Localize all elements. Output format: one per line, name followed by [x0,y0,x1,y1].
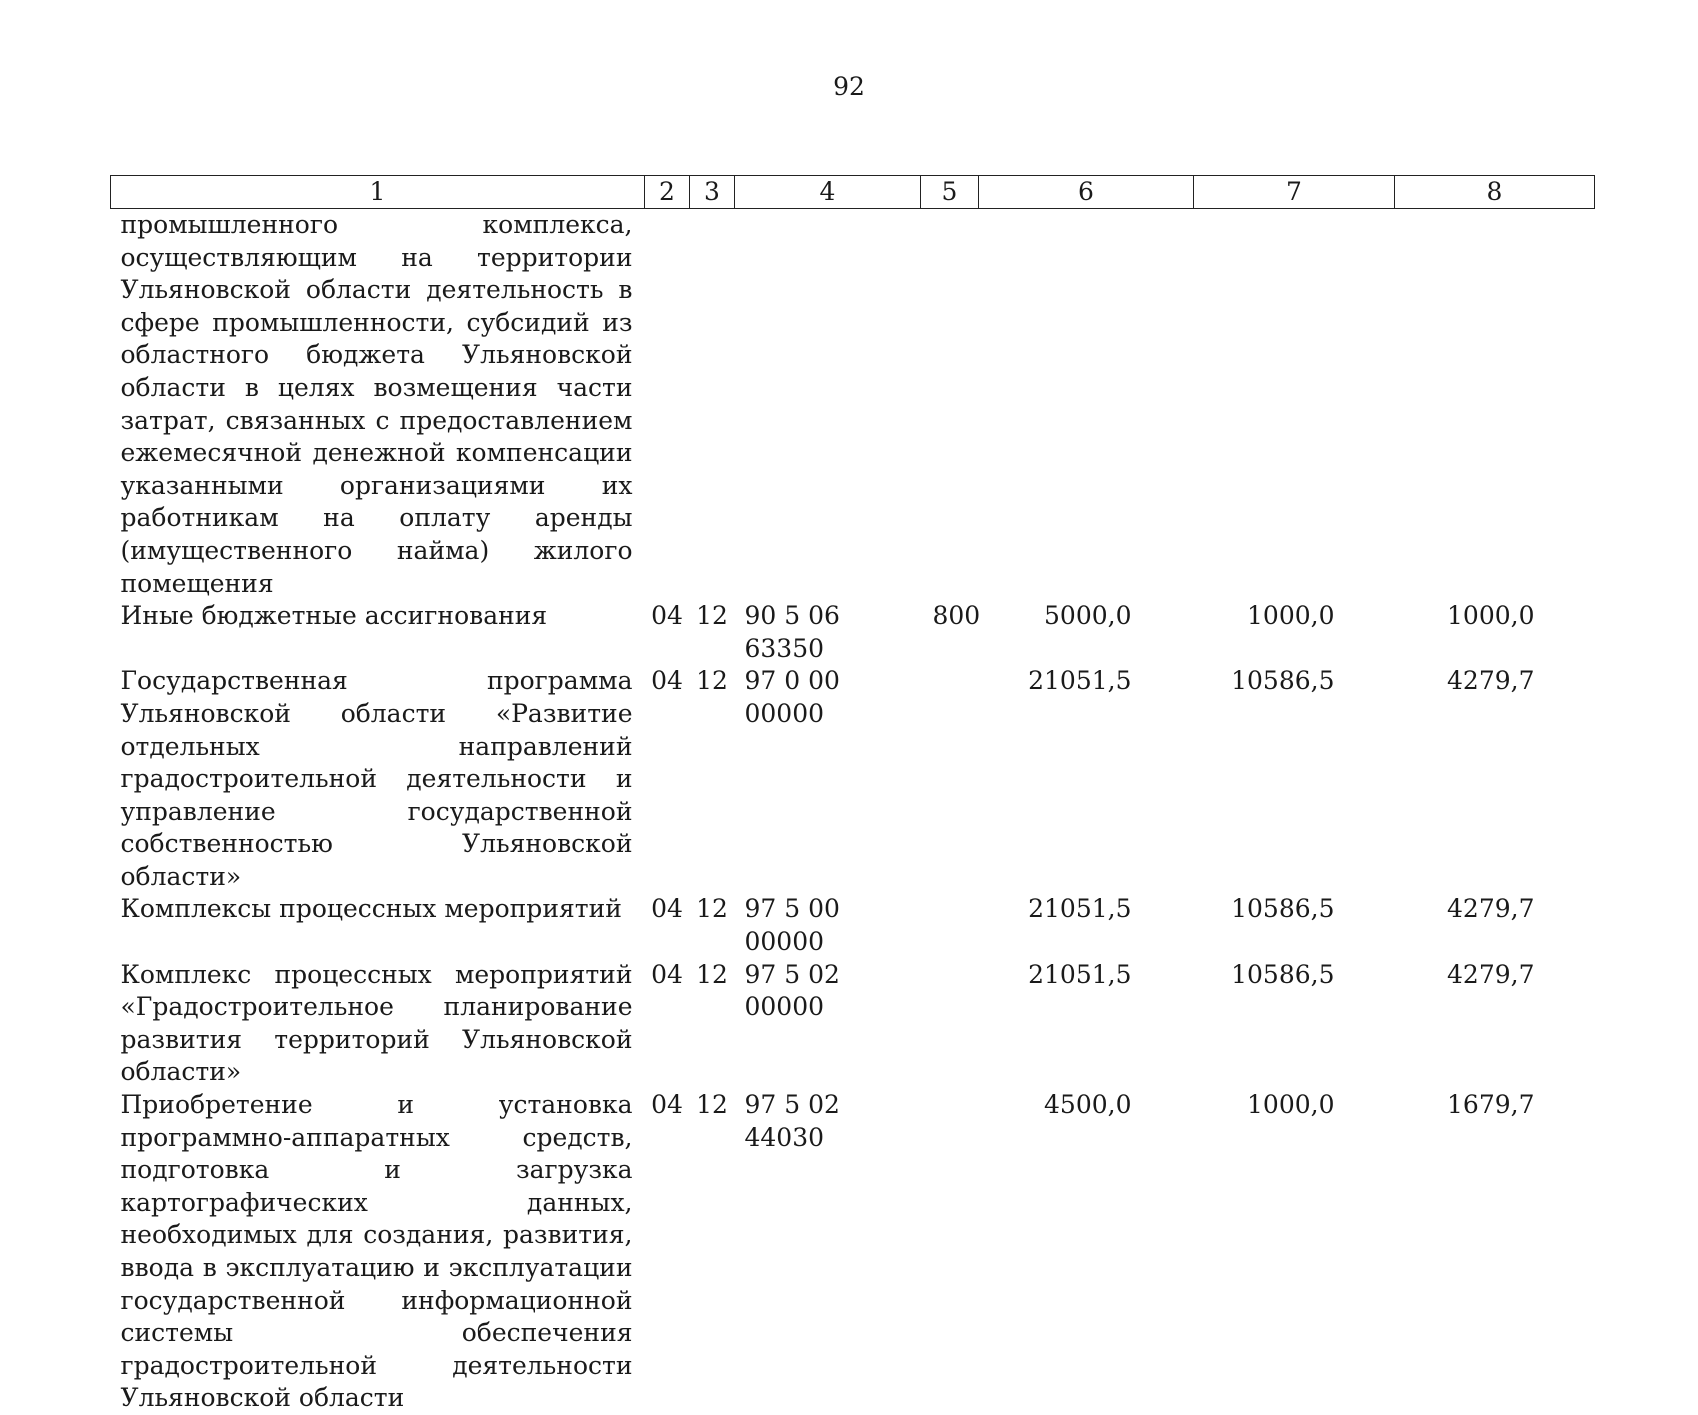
row-subsection: 12 [696,666,728,696]
row-section: 04 [651,959,683,989]
header-col-7: 7 [1194,176,1395,209]
header-col-3: 3 [690,176,735,209]
table-header [111,176,1595,209]
row-amount-8: 4279,7 [1447,959,1535,989]
row-expense-type [921,959,979,1089]
row-description: промышленного комплекса, осуществляющим на территории Ульяновской области деятельность в сфере промышленности, субсидий из областного бюджета Ульяновской области в целях возмещения части затрат, связанных с предоставлением ежемесячной денежной компенсации указанными организациями их работникам на оплату аренды (имущественного найма) жилого помещения [120,210,633,598]
table-row [111,959,1595,1089]
row-amount-6: 21051,5 [1028,959,1132,989]
row-amount-8 [1395,209,1595,601]
row-subsection [690,209,735,601]
row-section [645,209,690,601]
row-description: Иные бюджетные ассигнования [120,601,548,631]
header-col-4: 4 [735,176,921,209]
row-amount-6 [979,209,1194,601]
header-col-6: 6 [979,176,1194,209]
row-amount-7: 1000,0 [1247,1090,1335,1120]
row-subsection: 12 [696,894,728,924]
row-target-code: 90 5 06 63350 [744,601,840,663]
table-row [111,1089,1595,1415]
row-section: 04 [651,894,683,924]
header-row [111,176,1595,209]
row-description: Комплекс процессных мероприятий «Градостроительное планирование развития территорий Ульяновской области» [120,959,633,1087]
row-amount-7: 10586,5 [1231,666,1335,696]
row-amount-7: 10586,5 [1231,959,1335,989]
row-target-code [735,209,921,601]
row-amount-6: 21051,5 [1028,666,1132,696]
table-row [111,893,1595,958]
table-row [111,209,1595,601]
row-subsection: 12 [696,959,728,989]
row-amount-7: 1000,0 [1247,601,1335,631]
row-description: Приобретение и установка программно-аппаратных средств, подготовка и загрузка картографических данных, необходимых для создания, развития, ввода в эксплуатацию и эксплуатации государственной информационной системы обеспечения градостроительной деятельности Ульяновской области [120,1090,633,1413]
row-expense-type [921,209,979,601]
row-amount-8: 4279,7 [1447,666,1535,696]
row-amount-8: 1679,7 [1447,1090,1535,1120]
row-expense-type [921,1089,979,1415]
page-number: 92 [833,72,865,101]
row-description: Комплексы процессных мероприятий [120,894,622,924]
row-section: 04 [651,601,683,631]
row-description: Государственная программа Ульяновской области «Развитие отдельных направлений градостроительной деятельности и управление государственной собственностью Ульяновской области» [120,666,633,891]
table-body [111,209,1595,1415]
row-target-code: 97 5 00 00000 [744,894,840,957]
row-amount-7: 10586,5 [1231,894,1335,924]
row-section: 04 [651,666,683,696]
row-amount-7 [1194,209,1395,601]
row-subsection: 12 [696,1090,728,1120]
row-amount-6: 4500,0 [1044,1090,1132,1120]
row-amount-6: 21051,5 [1028,894,1132,924]
row-expense-type [921,893,979,958]
row-amount-8: 4279,7 [1447,894,1535,924]
header-col-5: 5 [921,176,979,209]
table-row [111,665,1595,893]
row-expense-type: 800 [932,601,981,631]
budget-table [110,175,1595,1415]
header-col-1: 1 [111,176,645,209]
row-target-code: 97 5 02 44030 [744,1090,840,1152]
row-target-code: 97 0 00 00000 [744,666,840,728]
row-amount-8: 1000,0 [1447,601,1535,631]
table-row [111,600,1595,665]
header-col-2: 2 [645,176,690,209]
row-subsection: 12 [696,601,728,631]
row-target-code: 97 5 02 00000 [744,959,840,1022]
row-amount-6: 5000,0 [1044,601,1132,631]
row-expense-type [921,665,979,893]
header-col-8: 8 [1395,176,1595,209]
row-section: 04 [651,1090,683,1120]
